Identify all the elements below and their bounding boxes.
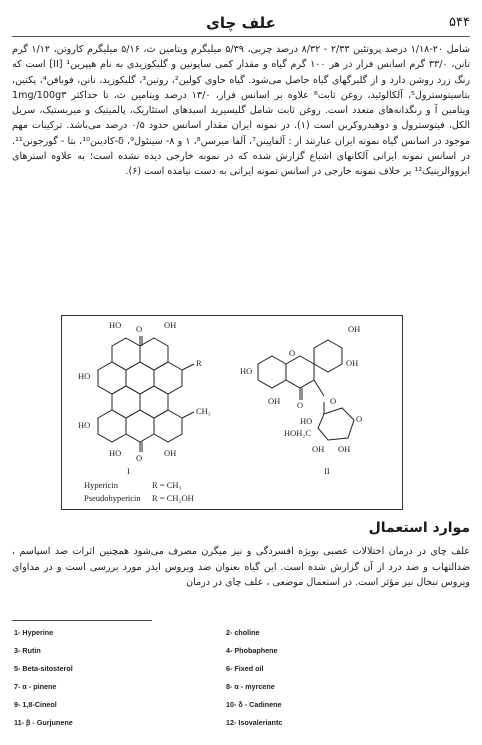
footnote: 9- 1,8-Cineol xyxy=(14,700,57,709)
footnote: 2- choline xyxy=(226,628,260,637)
header-rule xyxy=(12,36,470,37)
footnote: 8- α - myrcene xyxy=(226,682,275,691)
uses-paragraph xyxy=(12,544,470,591)
atom-label: O xyxy=(297,400,304,410)
atom-label: OH xyxy=(312,444,325,454)
main-paragraph xyxy=(12,42,470,180)
footnote: 3- Rutin xyxy=(14,646,41,655)
compound-formula: R = CH₃ xyxy=(152,480,182,490)
chemical-structure-figure xyxy=(61,315,403,510)
paragraph: شامل ۲۰-۱/۱۸ درصد پروتئین ۲/۳۳ - ۸/۳۲ درصد چربی، ۵/۳۹ میلیگرم ویتامین ث، ۵/۱۶ میلیگرم کاروتن، ۱/۱۲ گرم تانن، ۳۳/۰ گرم اسانس فرار در هر ۱۰۰ گرم گیاه و مقدار کمی ساپونین و گلیکوزیدی به نام هیپرین¹ [II] است که رنگ زرد روشن دارد و از گلبرگهای گیاه حاصل می‌شود. گیاه حاوی کولین²، روتین³، گلیکوزید، تانن، فوبافن⁴، پکتین، بتاسیتوسترول⁵، آلکالوئید، روغن ثابت⁶ علاوه بر اسانس فرار، ۱۳/۰ درصد ویتامین ث، تا حداکثر 1mg/100g۳ ویتامین آ و رنگدانه‌های متعدد است. روغن ثابت شامل گلیسیرید اسیدهای استئاریک، پالمیتیک و میریستیک، سریل الکل، فیتوسترول و دوهیدروکربن است (۱). در نمونه ایران مقدار اسانس حدود ۰/۵ درصد می‌باشد. ترکیبات مهم موجود در اسانس گیاه نمونه ایران عبارتند از : آلفاپینن⁷، آلفا میرسن⁸، ۱ و ۸- سینئول⁹، δ-کادینن¹⁰، بتا - گورجونن¹¹. در اسانس نمونه ایرانی آلکانهای اشباع گزارش شده که در نمونه خارجی دیده نشده است؛ به علاوه استرهای ایزووالرینیک¹² بر خلاف نمونه خارجی در اسانس نمونه ایرانی به دست نیامده است (۶). xyxy=(12,44,471,178)
page-header xyxy=(12,10,470,36)
atom-label: OH xyxy=(346,358,359,368)
compound-formula: R = CH₂OH xyxy=(152,493,194,503)
compound-number: II xyxy=(324,466,330,476)
footnote-rule xyxy=(12,620,152,621)
atom-label: OH xyxy=(268,396,281,406)
footnote: 4- Phobaphene xyxy=(226,646,278,655)
compound-name: Pseudohypericin xyxy=(84,493,141,503)
atom-label: HO xyxy=(78,371,91,381)
compound-number: I xyxy=(127,466,130,476)
atom-label: OH xyxy=(164,320,177,330)
atom-label: O xyxy=(136,324,143,334)
footnote: 1- Hyperine xyxy=(14,628,54,637)
page-title: علف چای xyxy=(206,14,276,32)
page-number: ۵۴۴ xyxy=(449,15,470,30)
atom-label: HO xyxy=(240,366,253,376)
atom-label: HO xyxy=(300,416,313,426)
atom-label: CH₃ xyxy=(196,406,211,416)
atom-label: O xyxy=(330,396,337,406)
footnote: 5- Beta-sitosterol xyxy=(14,664,73,673)
atom-label: OH xyxy=(348,324,361,334)
atom-label: HO xyxy=(78,420,91,430)
atom-label: HO xyxy=(109,448,122,458)
atom-label: O xyxy=(289,348,296,358)
footnote: 10- δ - Cadinene xyxy=(226,700,282,709)
atom-label: R xyxy=(196,358,202,368)
paragraph: علف چای در درمان اختلالات عصبی بویژه افسردگی و نیز میگرن مصرف می‌شود همچنین اثرات ضد اسپاسم ، ضدالتهاب و ضد درد از آن گزارش شده است. این گیاه بعنوان ضد ویروس ایدز مورد بررسی است و در مداوای ویروس تبخال نیز مؤثر است. در استعمال موضعی ، علف چای در درمان xyxy=(12,546,470,588)
atom-label: OH xyxy=(164,448,177,458)
atom-label: HOH₂C xyxy=(284,428,312,438)
footnote: 7- α - pinene xyxy=(14,682,57,691)
atom-label: HO xyxy=(109,320,122,330)
footnote: 11- β - Gurjunene xyxy=(14,718,73,727)
atom-label: O xyxy=(136,453,143,463)
footnote: 6- Fixed oil xyxy=(226,664,264,673)
section-heading: موارد استعمال xyxy=(368,520,470,536)
compound-name: Hypericin xyxy=(84,480,118,490)
atom-label: OH xyxy=(338,444,351,454)
atom-label: O xyxy=(356,414,363,424)
footnote: 12- Isovaleriantc xyxy=(226,718,283,727)
